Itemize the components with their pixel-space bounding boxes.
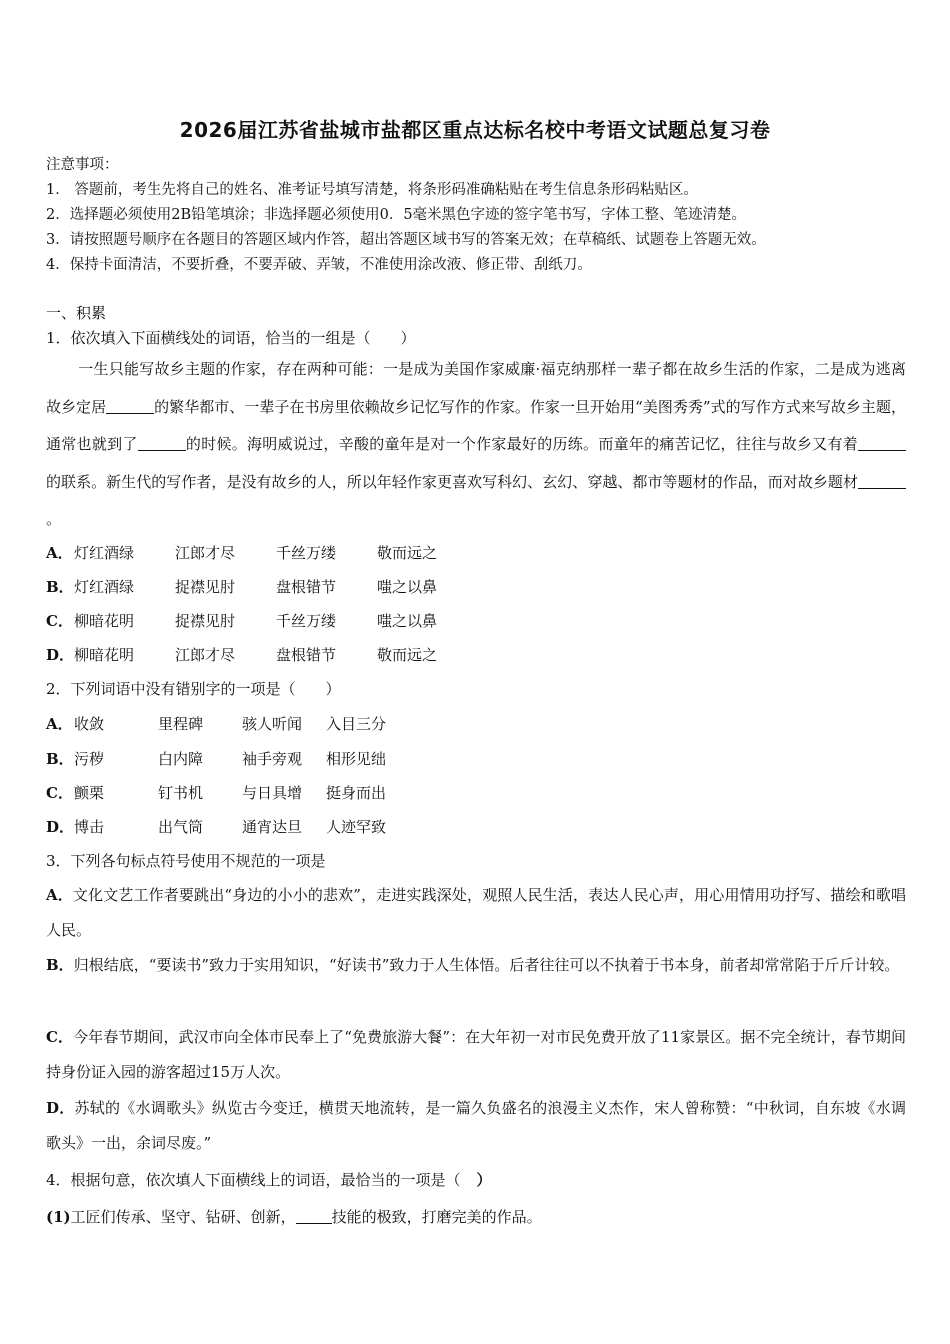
option-choice: 千丝万缕 — [276, 544, 337, 562]
answer-blank — [138, 436, 186, 451]
option-choice: 敬而远之 — [377, 646, 438, 664]
q3-option-b[interactable] — [46, 948, 906, 983]
option-label: D． — [46, 1099, 75, 1117]
option-choice: 江郎才尽 — [175, 646, 236, 664]
option-choice: 袖手旁观 — [242, 750, 303, 768]
q3-option-c[interactable] — [46, 1020, 906, 1089]
q4-sub1 — [46, 1206, 542, 1227]
option-label: B． — [46, 956, 74, 974]
option-choice: 嗤之以鼻 — [377, 612, 438, 630]
option-choice: 骇人听闻 — [242, 715, 303, 733]
option-label: B． — [46, 578, 74, 596]
option-choice: 白内障 — [158, 750, 204, 768]
q1-option-d[interactable] — [46, 644, 478, 665]
option-choice: 挺身而出 — [326, 784, 387, 802]
q3-option-d[interactable] — [46, 1091, 906, 1160]
q4-sub1-label: (1) — [46, 1208, 71, 1226]
page-title: 2026届江苏省盐城市盐都区重点达标名校中考语文试题总复习卷 — [179, 118, 771, 142]
option-choice: 与日具增 — [242, 784, 303, 802]
option-choice: 颤栗 — [74, 784, 105, 802]
q4-sub1-text-a: 工匠们传承、坚守、钻研、创新， — [70, 1208, 296, 1226]
q1-passage-part-3: 的时候。海明威说过，辛酸的童年是对一个作家最好的历练。而童年的痛苦记忆，往往与故乡又有着 — [185, 435, 858, 453]
q1-passage-part-5: 。 — [46, 510, 62, 528]
option-choice: 江郎才尽 — [175, 544, 236, 562]
q4-stem-close: ） — [476, 1171, 492, 1189]
option-choice: 柳暗花明 — [74, 646, 135, 664]
option-choice: 灯红酒绿 — [74, 544, 135, 562]
q2-option-d[interactable] — [46, 816, 410, 837]
q4-stem — [46, 1169, 492, 1190]
option-choice: 人迹罕致 — [326, 818, 387, 836]
q2-option-c[interactable] — [46, 782, 410, 803]
q2-option-a[interactable] — [46, 713, 410, 734]
q1-option-c[interactable] — [46, 610, 478, 631]
answer-blank — [858, 436, 906, 451]
option-text: 归根结底，“要读书”致力于实用知识，“好读书”致力于人生体悟。后者往往可以不执着于书本身，前者却常常陷于斤斤计较。 — [73, 956, 900, 974]
answer-blank — [106, 399, 154, 414]
q2-stem: 2．下列词语中没有错别字的一项是（ ） — [46, 680, 341, 698]
notice-item-2: 2．选择题必须使用2B铅笔填涂；非选择题必须使用0．5毫米黑色字迹的签字笔书写，字体工整、笔迹清楚。 — [46, 207, 747, 223]
q1-passage-part-1: 一生只能写故乡主题的作家，存在两种可能：一是成为美国作家威廉·福克纳那样一辈子都在故乡生活的作家，二是成为逃离故乡定居 — [46, 360, 906, 416]
section-heading: 一、积累 — [46, 304, 107, 322]
option-choice: 里程碑 — [158, 715, 204, 733]
option-text: 今年春节期间，武汉市向全体市民奉上了“免费旅游大餐”：在大年初一对市民免费开放了11家景区。据不完全统计，春节期间持身份证入园的游客超过15万人次。 — [46, 1028, 906, 1081]
answer-blank — [296, 1209, 332, 1224]
option-choice: 盘根错节 — [276, 646, 337, 664]
notice-item-3: 3．请按照题号顺序在各题目的答题区域内作答，超出答题区域书写的答案无效；在草稿纸、试题卷上答题无效。 — [46, 232, 766, 248]
option-choice: 嗤之以鼻 — [377, 578, 438, 596]
option-text: 文化文艺工作者要跳出“身边的小小的悲欢”，走进实践深处，观照人民生活，表达人民心声，用心用情用功抒写、描绘和歌唱人民。 — [46, 886, 906, 939]
option-label: A． — [46, 715, 73, 733]
option-choice: 捉襟见肘 — [175, 612, 236, 630]
option-choice: 钉书机 — [158, 784, 204, 802]
notice-heading: 注意事项： — [46, 157, 119, 173]
q1-stem: 1．依次填入下面横线处的词语，恰当的一组是（ ） — [46, 329, 416, 347]
notice-item-4: 4．保持卡面清洁，不要折叠，不要弄破、弄皱，不准使用涂改液、修正带、刮纸刀。 — [46, 257, 592, 273]
option-label: B． — [46, 750, 74, 768]
option-choice: 相形见绌 — [326, 750, 387, 768]
option-choice: 敬而远之 — [377, 544, 438, 562]
option-choice: 污秽 — [74, 750, 105, 768]
option-choice: 柳暗花明 — [74, 612, 135, 630]
answer-blank — [858, 474, 906, 489]
option-label: D． — [46, 646, 75, 664]
option-label: A． — [46, 544, 73, 562]
option-choice: 盘根错节 — [276, 578, 337, 596]
option-choice: 博击 — [74, 818, 105, 836]
q1-option-a[interactable] — [46, 542, 478, 563]
option-label: D． — [46, 818, 75, 836]
option-choice: 千丝万缕 — [276, 612, 337, 630]
option-label: A． — [46, 886, 73, 904]
q1-passage-part-4: 的联系。新生代的写作者，是没有故乡的人，所以年轻作家更喜欢写科幻、玄幻、穿越、都市等题材的作品，而对故乡题材 — [46, 472, 858, 491]
notice-item-1: 1． 答题前，考生先将自己的姓名、准考证号填写清楚，将条形码准确粘贴在考生信息条形码粘贴区。 — [46, 182, 698, 198]
q3-stem: 3．下列各句标点符号使用不规范的一项是 — [46, 852, 326, 870]
option-label: C． — [46, 784, 73, 802]
q4-sub1-text-b: 技能的极致，打磨完美的作品。 — [331, 1208, 542, 1226]
q4-stem-text: 4．根据句意，依次填人下面横线上的词语，最恰当的一项是（ — [46, 1171, 461, 1189]
option-choice: 灯红酒绿 — [74, 578, 135, 596]
q1-passage-part-2: 的繁华都市、一辈子在书房里依赖故乡记忆写作的作家。作家一旦开始用“美图秀秀”式的写作方式来写故乡主题，通常也就到了 — [46, 397, 906, 453]
option-text: 苏轼的《水调歌头》纵览古今变迁，横贯天地流转，是一篇久负盛名的浪漫主义杰作，宋人曾称赞：“中秋词，自东坡《水调歌头》一出，余词尽废。” — [46, 1099, 906, 1152]
q1-option-b[interactable] — [46, 576, 478, 597]
option-choice: 通宵达旦 — [242, 818, 303, 836]
option-label: C． — [46, 1028, 74, 1046]
q2-option-b[interactable] — [46, 748, 410, 769]
q1-passage — [46, 351, 906, 539]
option-choice: 收敛 — [74, 715, 105, 733]
option-choice: 捉襟见肘 — [175, 578, 236, 596]
q3-option-a[interactable] — [46, 878, 906, 947]
option-label: C． — [46, 612, 73, 630]
option-choice: 出气筒 — [158, 818, 204, 836]
option-choice: 入目三分 — [326, 715, 387, 733]
